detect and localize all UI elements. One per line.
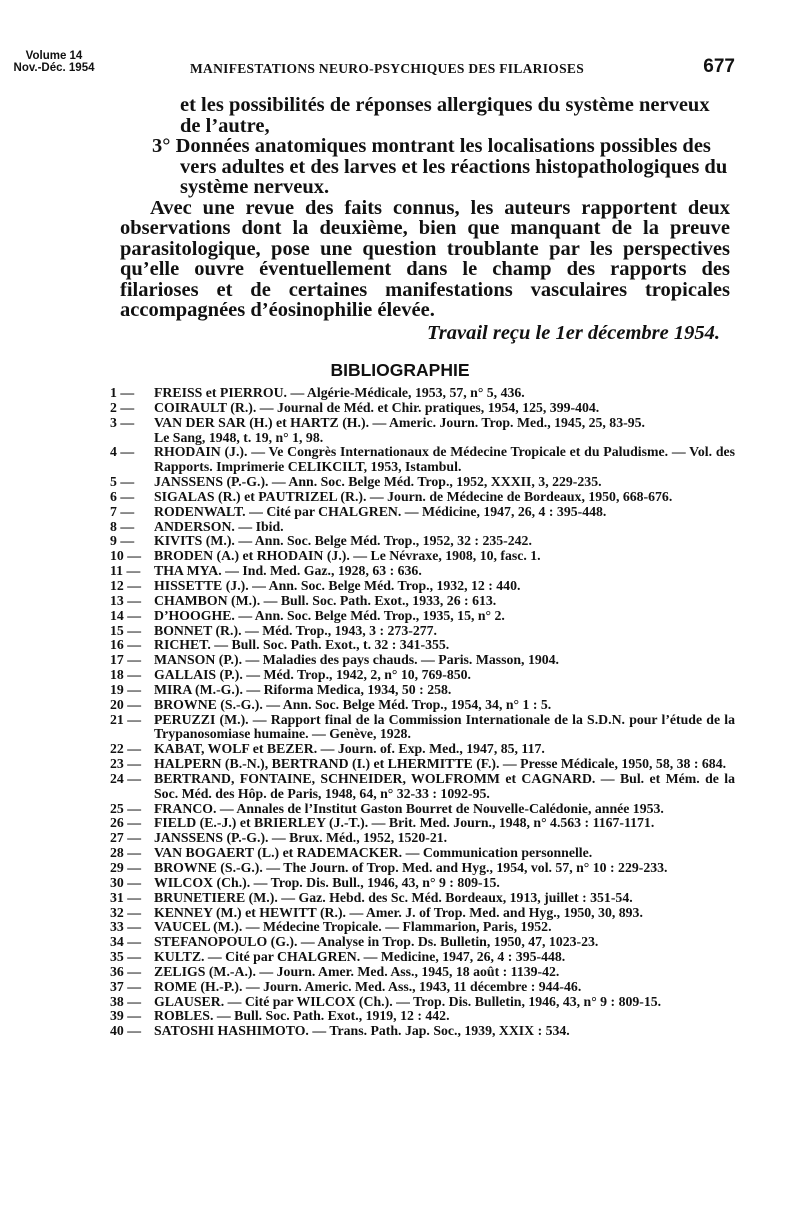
entry-reference: ANDERSON. — Ibid. — [154, 518, 284, 534]
entry-number: 2 — — [110, 399, 135, 415]
entry-reference: FRANCO. — Annales de l’Institut Gaston Bourret de Nouvelle-Calédonie, année 1953. — [154, 800, 664, 816]
volume-info — [6, 50, 102, 74]
entry-number: 13 — — [110, 592, 142, 608]
entry-number: 36 — — [110, 963, 142, 979]
entry-number: 40 — — [110, 1023, 142, 1039]
bibliography-entry — [110, 772, 735, 802]
bibliography-entry — [110, 594, 735, 609]
bibliography-entry — [110, 906, 735, 921]
entry-number: 17 — — [110, 652, 142, 668]
bibliography-entry — [110, 668, 735, 683]
entry-reference: BONNET (R.). — Méd. Trop., 1943, 3 : 273-277. — [154, 622, 437, 638]
numbered-item-3: 3° Données anatomiques montrant les localisations possibles des vers adultes et des larves et les réactions histopathologiques du système nerveux. — [152, 135, 728, 198]
running-title: MANIFESTATIONS NEURO-PSYCHIQUES DES FILARIOSES — [190, 61, 585, 76]
entry-reference: ZELIGS (M.-A.). — Journ. Amer. Med. Ass., 1945, 18 août : 1139-42. — [154, 963, 560, 979]
entry-number: 37 — — [110, 978, 142, 994]
bibliography-entry — [110, 713, 735, 743]
volume-label: Volume 14 — [25, 50, 83, 62]
entry-number: 38 — — [110, 993, 142, 1009]
entry-reference: VAN DER SAR (H.) et HARTZ (H.). — Americ. Journ. Trop. Med., 1945, 25, 83-95. Le Sang, 1948, t. 19, n° 1, 98. — [154, 414, 645, 445]
entry-reference: RODENWALT. — Cité par CHALGREN. — Médicine, 1947, 26, 4 : 395-448. — [154, 503, 607, 519]
bibliography-entry — [110, 520, 735, 535]
article-body — [120, 95, 730, 343]
entry-reference: BROWNE (S.-G.). — The Journ. of Trop. Med. and Hyg., 1954, vol. 57, n° 10 : 229-233. — [154, 860, 668, 875]
entry-reference: BRODEN (A.) et RHODAIN (J.). — Le Névraxe, 1908, 10, fasc. 1. — [154, 548, 541, 564]
entry-number: 35 — — [110, 949, 142, 965]
entry-number: 12 — — [110, 577, 142, 593]
entry-reference: GLAUSER. — Cité par WILCOX (Ch.). — Trop. Dis. Bulletin, 1946, 43, n° 9 : 809-15. — [154, 993, 662, 1009]
bibliography-entry — [110, 579, 735, 594]
bibliography-entry — [110, 683, 735, 698]
bibliography-entry — [110, 995, 735, 1010]
entry-number: 31 — — [110, 889, 142, 905]
entry-reference: KENNEY (M.) et HEWITT (R.). — Amer. J. of Trop. Med. and Hyg., 1950, 30, 893. — [154, 904, 643, 920]
entry-number: 22 — — [110, 741, 142, 757]
entry-number: 33 — — [110, 919, 142, 935]
entry-reference: COIRAULT (R.). — Journal de Méd. et Chir. pratiques, 1954, 125, 399-404. — [154, 399, 600, 415]
body-line-2: de l’autre, — [180, 114, 270, 137]
entry-reference: ROBLES. — Bull. Soc. Path. Exot., 1919, 12 : 442. — [154, 1008, 450, 1024]
entry-reference: BROWNE (S.-G.). — Ann. Soc. Belge Méd. Trop., 1954, 34, n° 1 : 5. — [154, 696, 552, 712]
entry-number: 8 — — [110, 518, 135, 534]
entry-number: 30 — — [110, 874, 142, 890]
entry-number: 9 — — [110, 533, 135, 549]
entry-reference: MANSON (P.). — Maladies des pays chauds. — Paris. Masson, 1904. — [154, 652, 559, 668]
bibliography-entry — [110, 891, 735, 906]
entry-number: 7 — — [110, 503, 135, 519]
bibliography-entry — [110, 475, 735, 490]
bibliography-list — [110, 386, 735, 1039]
entry-reference: CHAMBON (M.). — Bull. Soc. Path. Exot., 1933, 26 : 613. — [154, 592, 497, 608]
bibliography-entry — [110, 1009, 735, 1024]
bibliography-entry — [110, 876, 735, 891]
bibliography-entry — [110, 757, 735, 772]
entry-number: 28 — — [110, 845, 142, 861]
entry-reference: SATOSHI HASHIMOTO. — Trans. Path. Jap. Soc., 1939, XXIX : 534. — [154, 1023, 570, 1039]
bibliography-entry — [110, 386, 735, 401]
entry-reference: BERTRAND, FONTAINE, SCHNEIDER, WOLFROMM et CAGNARD. — Bul. et Mém. de la Soc. Méd. des Hôp. de Paris, 1948, 64, n° 32-33 : 1092-95. — [154, 770, 735, 801]
entry-reference: JANSSENS (P.-G.). — Brux. Méd., 1952, 1520-21. — [154, 830, 448, 846]
summary-paragraph: Avec une revue des faits connus, les auteurs rapportent deux observations dont la deuxième, bien que manquant de la preuve parasitologique, pose une question troublante par les perspectives qu’elle ouvre éventuellement dans le champ des rapports des filarioses et de certaines manifestations vasculaires tropicales accompagnées d’éosinophilie élevée. — [120, 196, 730, 321]
entry-reference: FIELD (E.-J.) et BRIERLEY (J.-T.). — Brit. Med. Journ., 1948, n° 4.563 : 1167-1171. — [154, 815, 655, 831]
entry-reference: WILCOX (Ch.). — Trop. Dis. Bull., 1946, 43, n° 9 : 809-15. — [154, 874, 500, 890]
entry-reference: PERUZZI (M.). — Rapport final de la Commission Internationale de la S.D.N. pour l’étude de la Trypanosomiase humaine. — Genève, 1928. — [154, 711, 735, 742]
bibliography-entry — [110, 950, 735, 965]
entry-number: 32 — — [110, 904, 142, 920]
entry-reference: MIRA (M.-G.). — Riforma Medica, 1934, 50 : 258. — [154, 681, 452, 697]
entry-number: 5 — — [110, 474, 135, 490]
entry-number: 24 — — [110, 770, 142, 786]
entry-reference: RHODAIN (J.). — Ve Congrès Internationaux de Médecine Tropicale et du Paludisme. — Vol. des Rapports. Imprimerie CELIKCILT, 1953, Istambul. — [154, 444, 735, 475]
entry-reference: D’HOOGHE. — Ann. Soc. Belge Méd. Trop., 1935, 15, n° 2. — [154, 607, 505, 623]
bibliography-entry — [110, 445, 735, 475]
bibliography-entry — [110, 816, 735, 831]
entry-number: 6 — — [110, 488, 135, 504]
entry-number: 21 — — [110, 711, 142, 727]
bibliography-entry — [110, 638, 735, 653]
entry-reference: KIVITS (M.). — Ann. Soc. Belge Méd. Trop., 1952, 32 : 235-242. — [154, 533, 532, 549]
bibliography-entry — [110, 549, 735, 564]
entry-number: 16 — — [110, 637, 142, 653]
bibliography-entry — [110, 624, 735, 639]
entry-reference: BRUNETIERE (M.). — Gaz. Hebd. des Sc. Méd. Bordeaux, 1913, juillet : 351-54. — [154, 889, 633, 905]
bibliography-entry — [110, 564, 735, 579]
entry-number: 25 — — [110, 800, 142, 816]
entry-reference: JANSSENS (P.-G.). — Ann. Soc. Belge Méd. Trop., 1952, XXXII, 3, 229-235. — [154, 474, 602, 490]
entry-number: 18 — — [110, 667, 142, 683]
bibliography-entry — [110, 534, 735, 549]
entry-number: 1 — — [110, 385, 135, 400]
entry-reference: HALPERN (B.-N.), BERTRAND (I.) et LHERMITTE (F.). — Presse Médicale, 1950, 58, 38 : 684. — [154, 756, 727, 772]
entry-reference: THA MYA. — Ind. Med. Gaz., 1928, 63 : 636. — [154, 563, 422, 579]
entry-reference: ROME (H.-P.). — Journ. Americ. Med. Ass., 1943, 11 décembre : 944-46. — [154, 978, 582, 994]
bibliography-entry — [110, 505, 735, 520]
bibliography-entry — [110, 653, 735, 668]
page-number: 677 — [703, 56, 735, 77]
entry-reference: GALLAIS (P.). — Méd. Trop., 1942, 2, n° 10, 769-850. — [154, 667, 471, 683]
entry-number: 11 — — [110, 563, 141, 579]
entry-reference: RICHET. — Bull. Soc. Path. Exot., t. 32 : 341-355. — [154, 637, 450, 653]
bibliography-entry — [110, 1024, 735, 1039]
entry-number: 20 — — [110, 696, 142, 712]
bibliography-entry — [110, 920, 735, 935]
entry-reference: SIGALAS (R.) et PAUTRIZEL (R.). — Journ. de Médecine de Bordeaux, 1950, 668-676. — [154, 488, 673, 504]
entry-number: 23 — — [110, 756, 142, 772]
entry-reference: KABAT, WOLF et BEZER. — Journ. of. Exp. Med., 1947, 85, 117. — [154, 741, 545, 757]
entry-number: 29 — — [110, 860, 142, 875]
bibliography-entry — [110, 831, 735, 846]
entry-number: 26 — — [110, 815, 142, 831]
entry-number: 27 — — [110, 830, 142, 846]
bibliography-heading: BIBLIOGRAPHIE — [330, 360, 470, 380]
bibliography-entry — [110, 609, 735, 624]
entry-reference: KULTZ. — Cité par CHALGREN. — Medicine, 1947, 26, 4 : 395-448. — [154, 949, 566, 965]
bibliography-entry — [110, 416, 735, 446]
entry-number: 19 — — [110, 681, 142, 697]
bibliography-entry — [110, 965, 735, 980]
entry-reference: FREISS et PIERROU. — Algérie-Médicale, 1953, 57, n° 5, 436. — [154, 385, 525, 400]
entry-number: 4 — — [110, 444, 135, 460]
bibliography-entry — [110, 935, 735, 950]
issue-label: Nov.-Déc. 1954 — [13, 62, 95, 74]
entry-reference: STEFANOPOULO (G.). — Analyse in Trop. Ds. Bulletin, 1950, 47, 1023-23. — [154, 934, 599, 950]
bibliography-entry — [110, 742, 735, 757]
bibliography-entry — [110, 698, 735, 713]
bibliography-entry — [110, 802, 735, 817]
entry-reference: HISSETTE (J.). — Ann. Soc. Belge Méd. Trop., 1932, 12 : 440. — [154, 577, 521, 593]
entry-reference: VAUCEL (M.). — Médecine Tropicale. — Flammarion, Paris, 1952. — [154, 919, 552, 935]
received-date: Travail reçu le 1er décembre 1954. — [427, 321, 720, 344]
bibliography-entry — [110, 401, 735, 416]
entry-number: 15 — — [110, 622, 142, 638]
entry-number: 3 — — [110, 414, 135, 430]
bibliography-entry — [110, 980, 735, 995]
entry-reference: VAN BOGAERT (L.) et RADEMACKER. — Communication personnelle. — [154, 845, 593, 861]
entry-number: 34 — — [110, 934, 142, 950]
bibliography-entry — [110, 861, 735, 876]
entry-number: 14 — — [110, 607, 142, 623]
entry-number: 39 — — [110, 1008, 142, 1024]
entry-number: 10 — — [110, 548, 142, 564]
body-line-1: et les possibilités de réponses allergiques du système nerveux — [180, 94, 710, 116]
bibliography-entry — [110, 490, 735, 505]
bibliography-entry — [110, 846, 735, 861]
